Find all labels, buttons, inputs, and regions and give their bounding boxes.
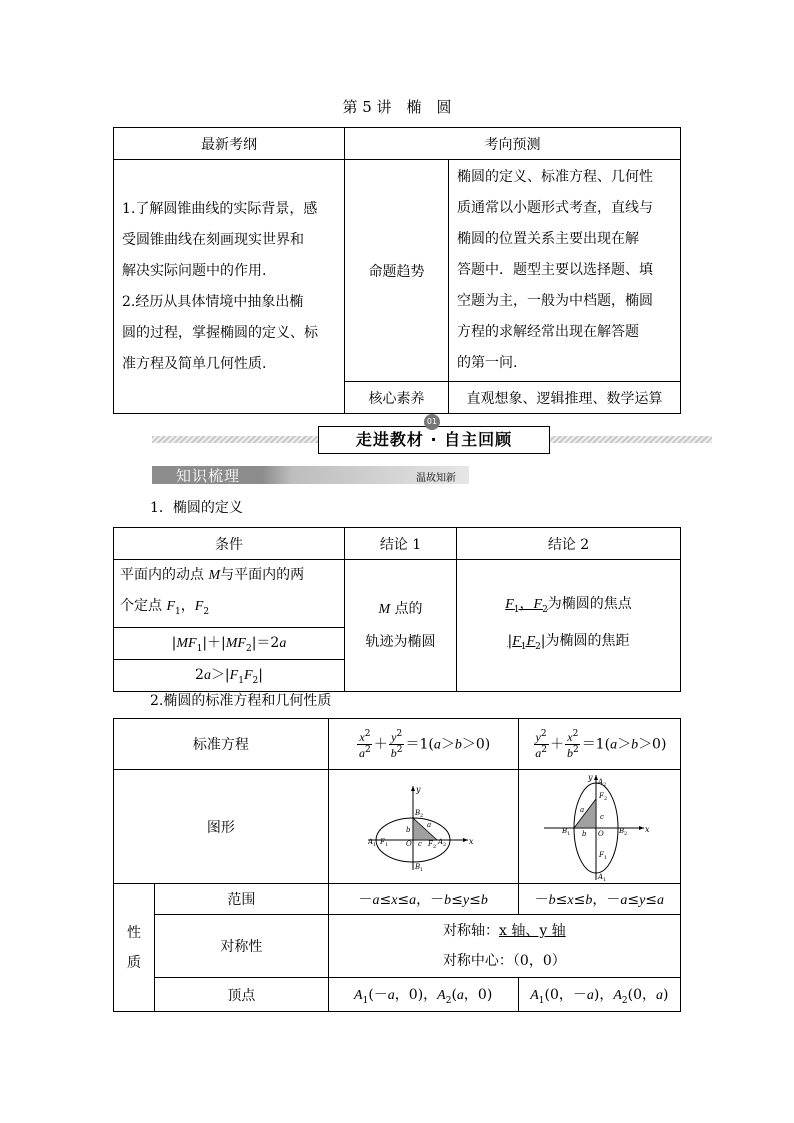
vertex-vertical: $A_1(0$，－a)，$A_2(0$，a): [518, 978, 680, 1012]
trend-cell: [449, 160, 681, 382]
svg-text:F: F: [599, 850, 605, 859]
svg-text:B: B: [562, 826, 568, 835]
syllabus-table: [113, 127, 681, 414]
header-outline: 最新考纲: [114, 128, 345, 160]
ellipse-vertical-diagram: [544, 772, 654, 882]
section2-heading: 2.椭圆的标准方程和几何性质: [150, 693, 332, 709]
equation-horizontal: $\frac{x^2}{a^2}$ ＋ $\frac{y^2}{b^2}$ ＝1(a＞b＞0): [328, 719, 518, 770]
outline-line: 准方程及简单几何性质.: [122, 355, 267, 372]
outline-cell: [114, 160, 345, 414]
svg-text:O: O: [406, 839, 412, 848]
row-vertex: 顶点: [155, 978, 329, 1012]
svg-text:B: B: [415, 808, 421, 817]
svg-text:F: F: [428, 839, 434, 848]
header-condition: 条件: [114, 528, 345, 560]
svg-text:x: x: [469, 836, 474, 846]
condition-points: [114, 560, 345, 628]
symmetry-axis: 对称轴：x 轴、y 轴: [442, 923, 566, 939]
property-label-char2: 质: [127, 954, 141, 971]
svg-text:2: 2: [433, 843, 437, 850]
symmetry-center: 对称中心：（0，0）: [442, 953, 566, 969]
svg-text:c: c: [418, 839, 423, 848]
row-standard-equation: 标准方程: [114, 719, 329, 770]
trend-line: 质通常以小题形式考查，直线与: [457, 200, 653, 216]
ellipse-horizontal-diagram: [368, 782, 478, 872]
conclusion1-line2: 轨迹为椭圆: [365, 633, 436, 650]
conclusion2-line1: $F_1$，$F_2$为椭圆的焦点: [505, 595, 632, 615]
subbanner-tag: 温故知新: [416, 473, 456, 484]
banner-stripe-right: [548, 436, 712, 443]
svg-text:x: x: [645, 824, 650, 834]
conclusion1-cell: [345, 560, 457, 692]
svg-text:O: O: [598, 829, 605, 838]
banner-number-badge: [424, 414, 440, 430]
condition-sum: $|MF_1|+|MF_2|=2a$: [114, 627, 345, 659]
graph-horizontal-cell: [328, 770, 518, 884]
svg-text:B: B: [619, 826, 625, 835]
header-conclusion1: 结论 1: [345, 528, 457, 560]
banner-title: 走进教材 · 自主回顾: [355, 430, 513, 449]
svg-text:1: 1: [604, 854, 608, 861]
svg-text:2: 2: [603, 781, 607, 788]
banner-number: 01: [426, 417, 438, 426]
svg-text:2: 2: [604, 795, 608, 802]
trend-line: 椭圆的定义、标准方程、几何性: [457, 169, 653, 185]
outline-line: 圆的过程，掌握椭圆的定义、标: [122, 324, 318, 341]
svg-text:c: c: [600, 812, 605, 821]
vertex-horizontal: $A_1(-a$，0)，$A_2(a$，0): [328, 978, 518, 1012]
svg-text:1: 1: [420, 866, 424, 872]
trend-line: 椭圆的位置关系主要出现在解: [457, 231, 639, 247]
core-value: 直观想象、逻辑推理、数学运算: [449, 382, 681, 414]
svg-text:2: 2: [624, 830, 628, 837]
symmetry-cell: [328, 915, 680, 978]
svg-text:F: F: [599, 791, 605, 800]
row-graph: 图形: [114, 770, 329, 884]
trend-line: 的第一问.: [457, 355, 518, 371]
trend-label: 命题趋势: [345, 160, 449, 382]
core-label: 核心素养: [345, 382, 449, 414]
condition-line2: 个定点 $F_1$，$F_2$: [120, 598, 210, 617]
conclusion2-cell: [457, 560, 681, 692]
graph-vertical-cell: [518, 770, 680, 884]
banner-stripe-left: [152, 436, 320, 443]
page-title: 第 5 讲 椭 圆: [342, 98, 452, 116]
trend-line: 答题中．题型主要以选择题、填: [457, 262, 653, 278]
property-group-label: [114, 884, 155, 1012]
svg-text:2: 2: [443, 841, 447, 848]
svg-text:B: B: [415, 862, 421, 871]
svg-text:1: 1: [385, 841, 389, 848]
svg-text:b: b: [582, 829, 587, 838]
svg-text:y: y: [416, 784, 421, 794]
svg-text:A: A: [598, 872, 604, 881]
svg-text:A: A: [438, 837, 444, 846]
range-vertical: －b≤x≤b，－a≤y≤a: [518, 884, 680, 915]
equation-vertical: $\frac{y^2}{a^2}$ ＋ $\frac{x^2}{b^2}$ ＝1(a＞b＞0): [518, 719, 680, 770]
svg-text:1: 1: [567, 830, 571, 837]
property-label-char1: 性: [127, 924, 141, 941]
section1-heading: 1．椭圆的定义: [150, 500, 243, 516]
condition-inequality: $2a>|F_1F_2|$: [114, 659, 345, 691]
svg-text:a: a: [427, 820, 432, 829]
outline-line: 受圆锥曲线在刻画现实世界和: [122, 231, 304, 248]
row-range: 范围: [155, 884, 329, 915]
svg-text:1: 1: [603, 876, 607, 882]
range-horizontal: －a≤x≤a，－b≤y≤b: [328, 884, 518, 915]
condition-line1: 平面内的动点 M与平面内的两: [120, 567, 305, 583]
svg-text:y: y: [588, 772, 593, 782]
svg-text:a: a: [580, 805, 585, 814]
row-symmetry: 对称性: [155, 915, 329, 978]
svg-text:2: 2: [420, 812, 424, 819]
svg-text:F: F: [380, 837, 386, 846]
conclusion1-line1: M 点的: [378, 600, 423, 617]
trend-line: 方程的求解经常出现在解答题: [457, 324, 639, 340]
banner-box: [318, 426, 550, 454]
trend-line: 空题为主，一般为中档题，椭圆: [457, 293, 653, 309]
properties-table: [113, 718, 681, 1012]
subbanner-label: 知识梳理: [176, 467, 241, 485]
outline-line: 解决实际问题中的作用.: [122, 262, 267, 279]
conclusion2-line2: $|F_1F_2|$为椭圆的焦距: [507, 633, 630, 653]
header-conclusion2: 结论 2: [457, 528, 681, 560]
svg-text:A: A: [368, 837, 374, 846]
svg-text:A: A: [598, 777, 604, 786]
svg-text:1: 1: [373, 841, 377, 848]
header-forecast: 考向预测: [345, 128, 681, 160]
svg-text:b: b: [406, 825, 411, 834]
outline-line: 2.经历从具体情境中抽象出椭: [122, 293, 304, 310]
outline-line: 1.了解圆锥曲线的实际背景，感: [122, 200, 318, 217]
definition-table: [113, 527, 681, 692]
